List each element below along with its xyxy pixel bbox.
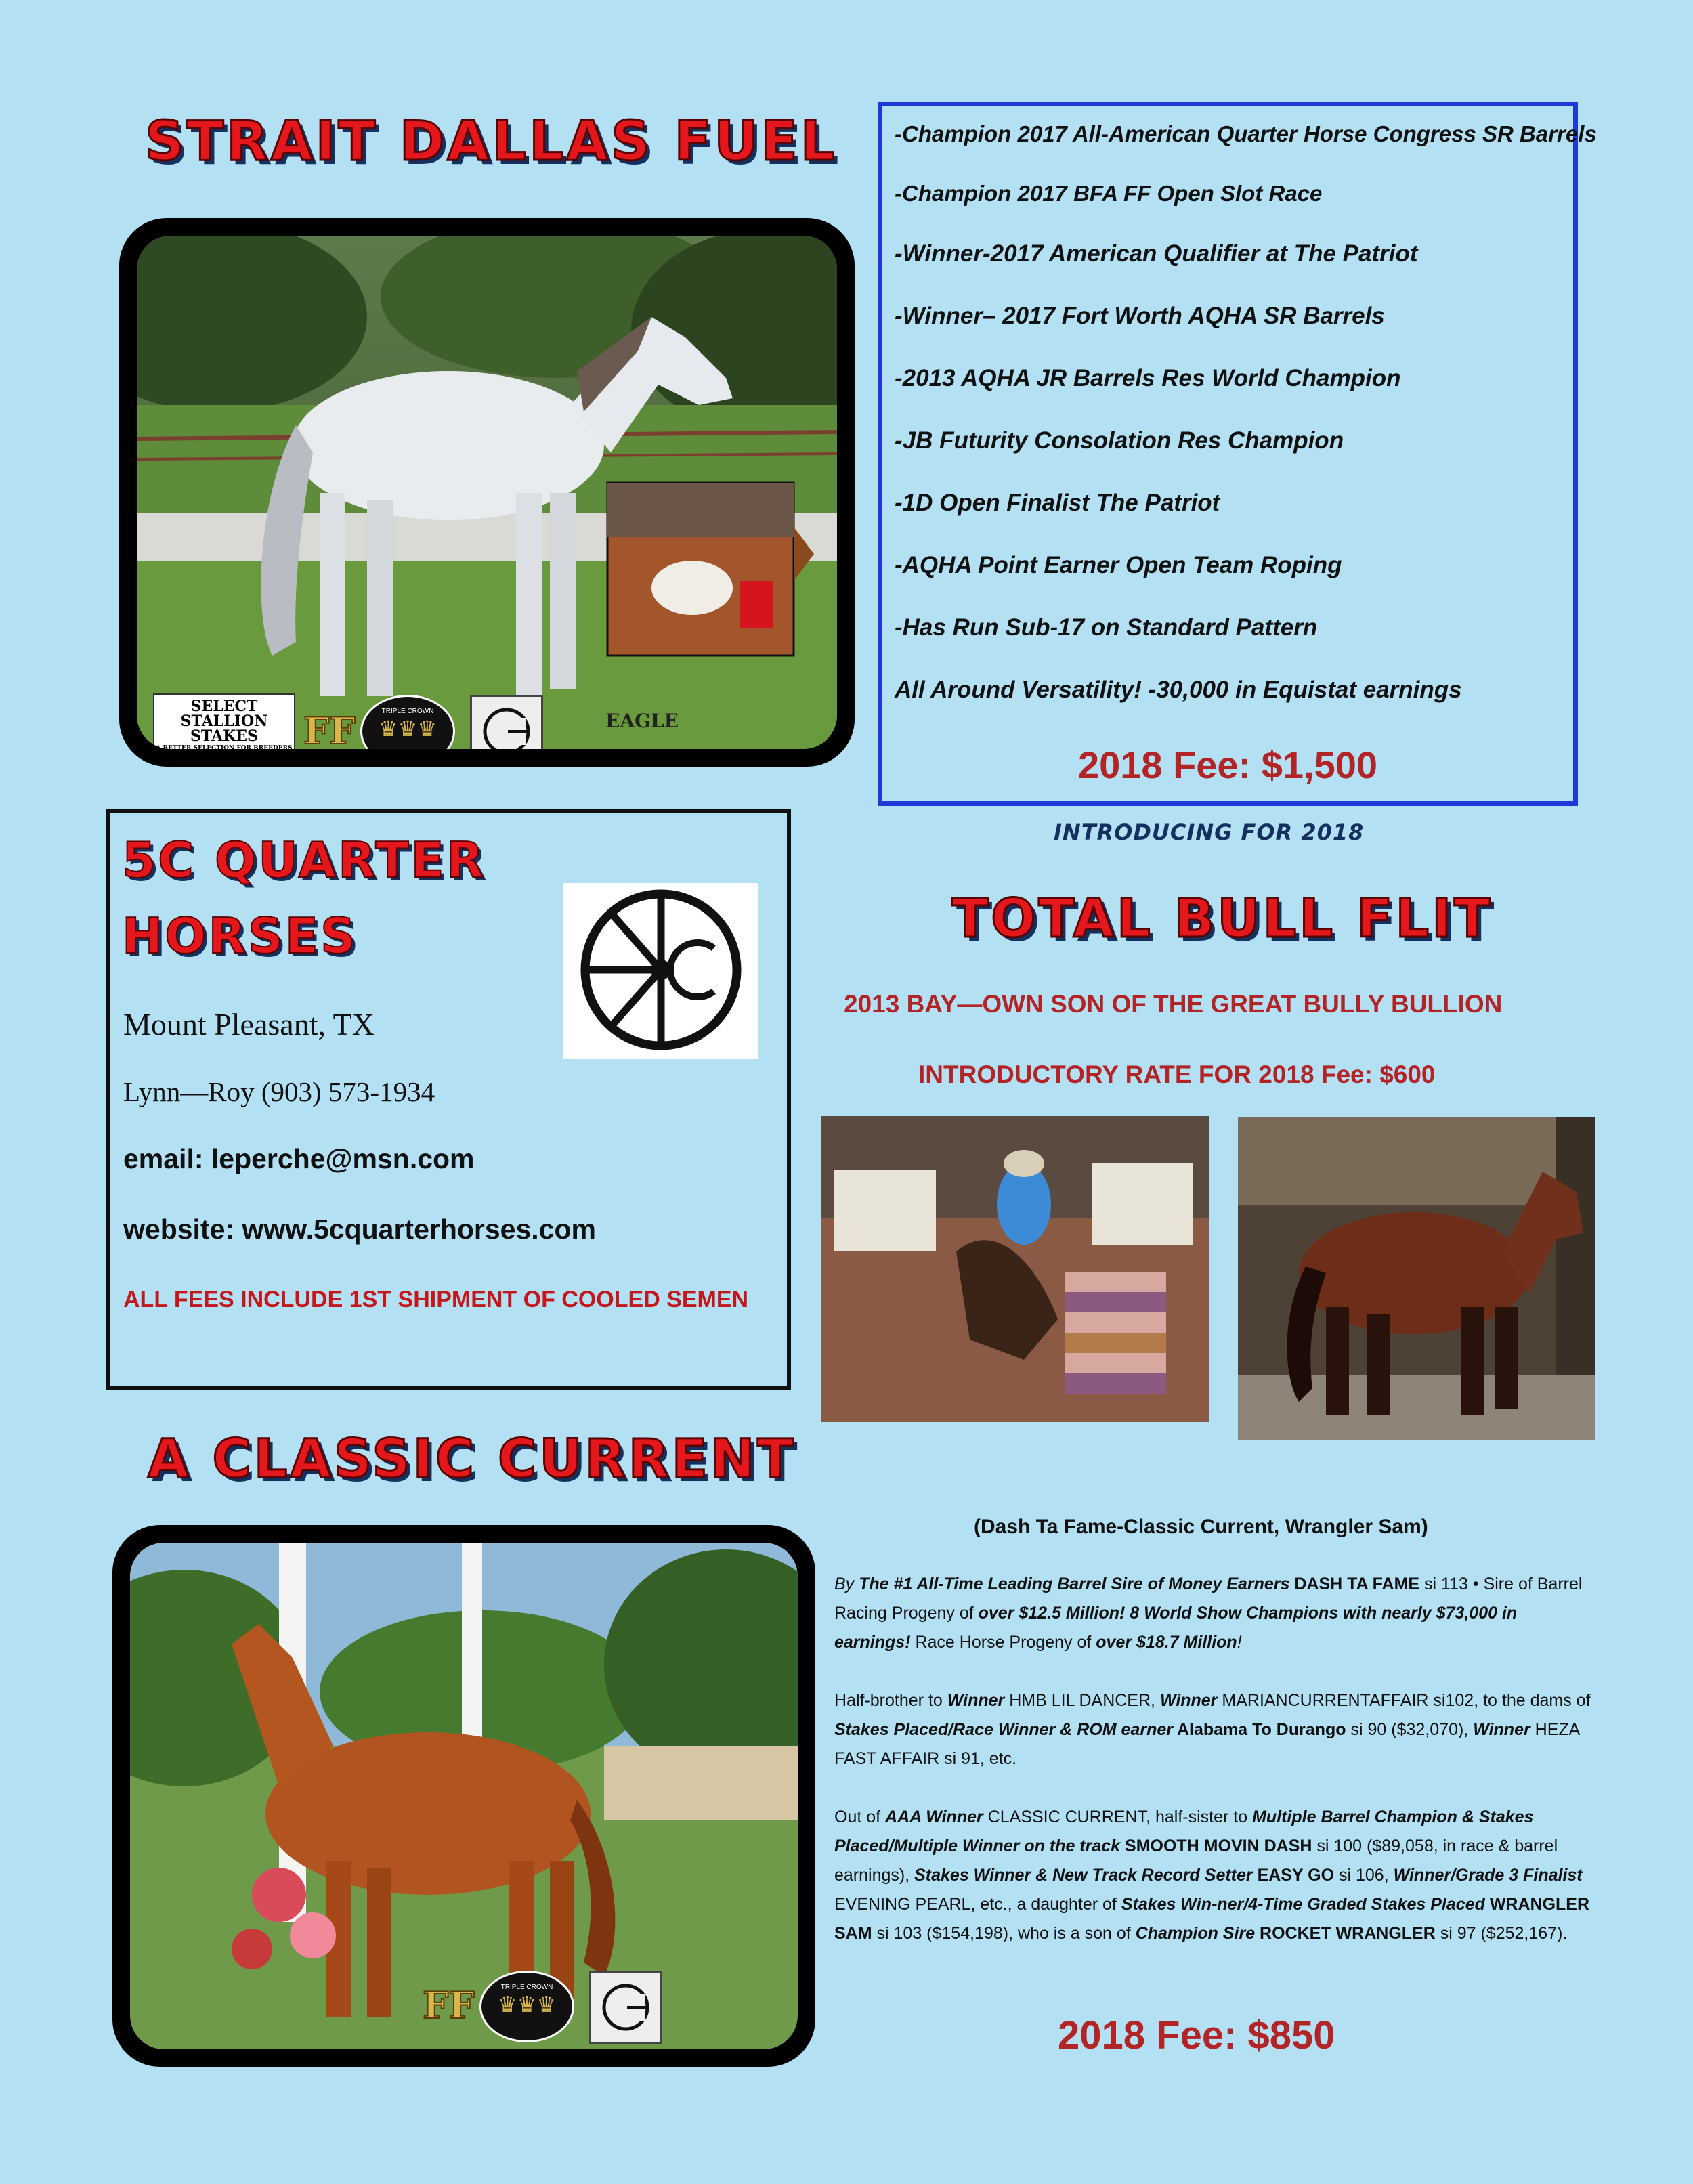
logo-text-select: SELECT [190,698,258,715]
cooled-semen-note: ALL FEES INCLUDE 1ST SHIPMENT OF COOLED SEMEN [123,1287,749,1312]
barrel-racing-photo [821,1116,1209,1422]
triple-crown-text: TRIPLE CROWN [500,1984,553,1991]
crown-icon: ♛♛♛ [378,716,437,741]
crown-icon: ♛♛♛ [497,1992,557,2017]
c-brand-icon [599,1980,653,2034]
stallion3-fee: 2018 Fee: $850 [1058,2013,1335,2057]
triple-crown-text: TRIPLE CROWN [381,708,434,715]
spur-wheel-c-icon [563,883,758,1059]
logo-text-stakes: STAKES [190,727,258,745]
triple-crown-logo-2 [479,1971,574,2042]
eagle-logo-text: EAGLE [605,710,679,732]
grey-horse-image [137,236,837,749]
farm-website[interactable]: website: www.5cquarterhorses.com [123,1214,596,1245]
achievement-item: -JB Futurity Consolation Res Champion [895,427,1344,454]
achievement-item: -Winner– 2017 Fort Worth AQHA SR Barrels [895,303,1385,329]
farm-contact-box [106,809,791,1390]
stallion1-title: STRAIT DALLAS FUEL [145,110,838,173]
pedigree-paragraph-dam: Out of AAA Winner CLASSIC CURRENT, half-sister to Multiple Barrel Champion & Stakes Placed/Multiple Winner on the track SMOOTH MOVIN DASH si 100 ($89,058, in race & barrel earnings), Stakes Winner & New Track Record Setter EASY GO si 106, Winner/Grade 3 Finalist EVENING PEARL, etc., a daughter of Stakes Win-ner/4-Time Graded Stakes Placed WRANGLER SAM si 103 ($154,198), who is a son of Champion Sire ROCKET WRANGLER si 97 ($252,167). [834,1807,1590,1943]
stallion2-tagline: INTRODUCING FOR 2018 [1054,819,1365,845]
pedigree-paragraph-halfbrother: Half-brother to Winner HMB LIL DANCER, Winner MARIANCURRENTAFFAIR si102, to the dams of Stakes Placed/Race Winner & ROM earner Alabama To Durango si 90 ($32,070), Winner HEZA FAST AFFAIR si 91, etc. [834,1691,1591,1768]
farm-name-line1: 5C QUARTER [122,832,486,888]
5c-brand-logo [563,883,758,1059]
achievement-item: -Champion 2017 BFA FF Open Slot Race [895,181,1323,206]
achievement-item: -AQHA Point Earner Open Team Roping [895,552,1342,578]
achievement-item: -2013 AQHA JR Barrels Res World Champion [895,365,1401,391]
stallion3-pedigree: (Dash Ta Fame-Classic Current, Wrangler Sam) [974,1516,1428,1538]
logo-text-tagline: A BETTER SELECTION FOR BREEDERS [156,745,293,749]
circle-c-brand-logo-2 [589,1971,662,2044]
stallion3-photo [130,1543,798,2049]
select-stallion-stakes-logo [153,693,295,749]
circle-c-brand-logo [470,695,543,749]
bay-horse-photo [1238,1117,1595,1440]
farm-name-line2: HORSES [122,907,358,964]
achievement-item: -Champion 2017 All-American Quarter Horse Congress SR Barrels [895,121,1597,146]
ff-brand-logo: FF [303,709,356,749]
logo-text-stallion: STALLION [180,712,268,730]
stallion2-fee: INTRODUCTORY RATE FOR 2018 Fee: $600 [918,1061,1436,1088]
stallion3-pedigree-details [834,1570,1593,1977]
farm-location: Mount Pleasant, TX [123,1007,374,1042]
stallion2-description: 2013 BAY—OWN SON OF THE GREAT BULLY BULLION [844,990,1503,1018]
farm-email[interactable]: email: leperche@msn.com [123,1143,475,1174]
stallion2-title: TOTAL BULL FLIT [952,888,1493,949]
achievement-item: All Around Versatility! -30,000 in Equistat earnings [895,677,1462,703]
pedigree-paragraph-sire: By The #1 All-Time Leading Barrel Sire of Money Earners DASH TA FAME si 113 • Sire of Barrel Racing Progeny of over $12.5 Million! 8 World Show Champions with nearly $73,000 in earnings! Race Horse Progeny of over $18.7 Million! [834,1575,1583,1652]
achievement-item: -1D Open Finalist The Patriot [895,490,1220,516]
stallion1-fee: 2018 Fee: $1,500 [1077,744,1378,786]
stallion1-photo [137,236,837,749]
stallion1-achievements-box [878,102,1597,806]
c-brand-icon [479,704,534,749]
achievement-item: -Winner-2017 American Qualifier at The Patriot [895,240,1418,267]
farm-phone: Lynn—Roy (903) 573-1934 [123,1076,435,1107]
achievement-item: -Has Run Sub-17 on Standard Pattern [895,614,1318,641]
stallion3-photo-frame [112,1525,815,2067]
ff-brand-logo-2: FF [423,1984,475,2027]
stallion3-title: A CLASSIC CURRENT [148,1429,796,1490]
stallion1-photo-frame [119,218,855,767]
